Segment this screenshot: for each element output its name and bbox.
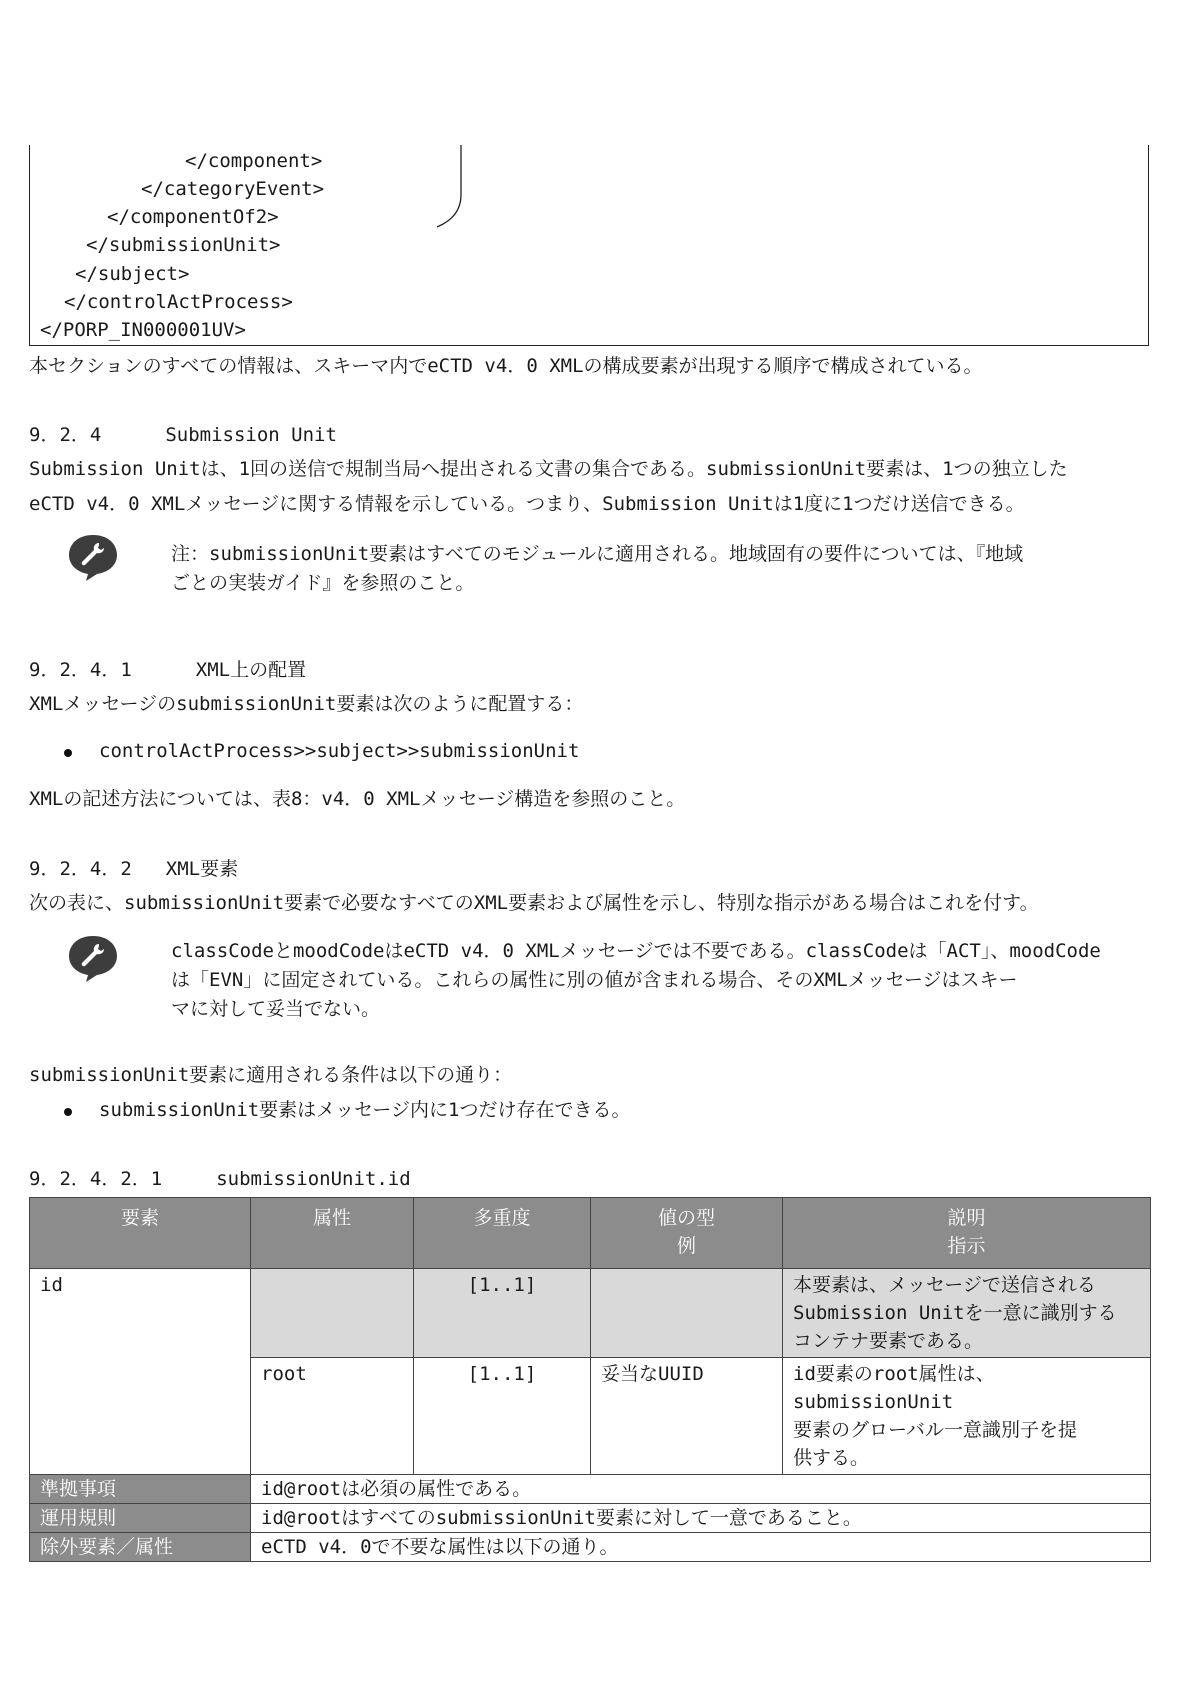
- desc-line: 供する。: [793, 1447, 870, 1469]
- section-number: 9．2．4．2．1: [29, 1168, 163, 1190]
- table-footer-row: [30, 1533, 1151, 1562]
- paragraph-conditions: submissionUnit要素に適用される条件は以下の通り：: [29, 1064, 513, 1086]
- cell-attribute: root: [251, 1358, 414, 1475]
- footer-label: 運用規則: [30, 1504, 251, 1533]
- header-desc-line: 指示: [947, 1235, 986, 1257]
- section-title: XML上の配置: [195, 659, 307, 681]
- cell-description: [783, 1269, 1151, 1358]
- bullet-dot: [64, 1108, 72, 1116]
- paragraph-placement: XMLメッセージのsubmissionUnit要素は次のように配置する：: [29, 693, 584, 715]
- header-attribute: 属性: [251, 1198, 414, 1269]
- footer-text: eCTD v4．0で不要な属性は以下の通り。: [251, 1533, 1151, 1562]
- desc-line: Submission Unitを一意に識別する: [793, 1302, 1117, 1324]
- cell-description: [783, 1358, 1151, 1475]
- code-line: </component>: [185, 150, 323, 172]
- note-line: マに対して妥当でない。: [171, 998, 381, 1020]
- bullet-dot: [64, 749, 72, 757]
- desc-line: 本要素は、メッセージで送信される: [793, 1274, 1096, 1296]
- code-line: </controlActProcess>: [64, 291, 293, 313]
- code-line: </categoryEvent>: [141, 178, 325, 200]
- table-footer-row: [30, 1475, 1151, 1504]
- section-heading-9-2-4-2: [29, 856, 238, 882]
- paragraph-reference: XMLの記述方法については、表8：v4．0 XMLメッセージ構造を参照のこと。: [29, 788, 686, 810]
- code-line: </subject>: [75, 263, 190, 285]
- paragraph-submission-unit-1: Submission Unitは、1回の送信で規制当局へ提出される文書の集合である。submissionUnit要素は、1つの独立した: [29, 458, 1068, 480]
- paragraph-table-intro: 次の表に、submissionUnit要素で必要なすべてのXML要素および属性を示し、特別な指示がある場合はこれを付す。: [29, 892, 1039, 914]
- section-number: 9．2．4．1: [29, 659, 132, 681]
- note-line: ごとの実装ガイド』を参照のこと。: [171, 572, 475, 594]
- section-number: 9．2．4．2: [29, 858, 132, 880]
- cell-cardinality: [1..1]: [414, 1358, 591, 1475]
- code-line: </submissionUnit>: [86, 234, 281, 256]
- footer-label: 準拠事項: [30, 1475, 251, 1504]
- section-number: 9．2．4: [29, 424, 102, 446]
- header-type-line: 値の型: [657, 1207, 715, 1229]
- paragraph-submission-unit-2: eCTD v4．0 XMLメッセージに関する情報を示している。つまり、Submission Unitは1度に1つだけ送信できる。: [29, 493, 1025, 515]
- header-element: 要素: [30, 1198, 251, 1269]
- header-desc-line: 説明: [947, 1207, 986, 1229]
- table-footer-row: [30, 1504, 1151, 1533]
- section-title: XML要素: [165, 858, 239, 880]
- code-line: </componentOf2>: [107, 206, 279, 228]
- note-text: [171, 540, 1146, 598]
- table-row: [30, 1269, 1151, 1358]
- wrench-icon: [66, 933, 120, 983]
- wrench-icon: [66, 532, 120, 582]
- section-title: submissionUnit.id: [216, 1168, 411, 1190]
- brace-decoration: [437, 145, 467, 230]
- footer-text: id@rootは必須の属性である。: [251, 1475, 1151, 1504]
- element-spec-table: [29, 1197, 1151, 1562]
- blank-area: [352, 0, 532, 140]
- desc-line: 要素のグローバル一意識別子を提: [793, 1419, 1078, 1441]
- table-header-row: [30, 1198, 1151, 1269]
- cell-type: [591, 1269, 783, 1358]
- section-heading-9-2-4: [29, 422, 337, 448]
- note-line: classCodeとmoodCodeはeCTD v4．0 XMLメッセージでは不要である。classCodeは「ACT」、moodCode: [171, 940, 1101, 962]
- cell-type: 妥当なUUID: [591, 1358, 783, 1475]
- cell-attribute: [251, 1269, 414, 1358]
- desc-line: id要素のroot属性は、submissionUnit: [793, 1363, 995, 1413]
- footer-label: 除外要素／属性: [30, 1533, 251, 1562]
- cell-cardinality: [1..1]: [414, 1269, 591, 1358]
- paragraph-intro: 本セクションのすべての情報は、スキーマ内でeCTD v4．0 XMLの構成要素が出現する順序で構成されている。: [29, 355, 983, 377]
- header-type: [591, 1198, 783, 1269]
- note-text: [171, 937, 1146, 1024]
- header-type-line: 例: [676, 1235, 696, 1257]
- cell-element: id: [30, 1269, 251, 1475]
- code-line: </PORP_IN000001UV>: [40, 319, 246, 341]
- section-title: Submission Unit: [165, 424, 337, 446]
- bullet-item-condition: submissionUnit要素はメッセージ内に1つだけ存在できる。: [99, 1099, 631, 1121]
- bullet-item-path: controlActProcess>>subject>>submissionUnit: [99, 740, 580, 762]
- note-line: は「EVN」に固定されている。これらの属性に別の値が含まれる場合、そのXMLメッセージはスキー: [171, 969, 1018, 991]
- desc-line: コンテナ要素である。: [793, 1330, 984, 1352]
- note-line: 注：submissionUnit要素はすべてのモジュールに適用される。地域固有の要件については、『地域: [171, 543, 1024, 565]
- footer-text: id@rootはすべてのsubmissionUnit要素に対して一意であること。: [251, 1504, 1151, 1533]
- header-cardinality: 多重度: [414, 1198, 591, 1269]
- section-heading-9-2-4-1: [29, 657, 306, 683]
- header-description: [783, 1198, 1151, 1269]
- section-heading-9-2-4-2-1: [29, 1166, 411, 1192]
